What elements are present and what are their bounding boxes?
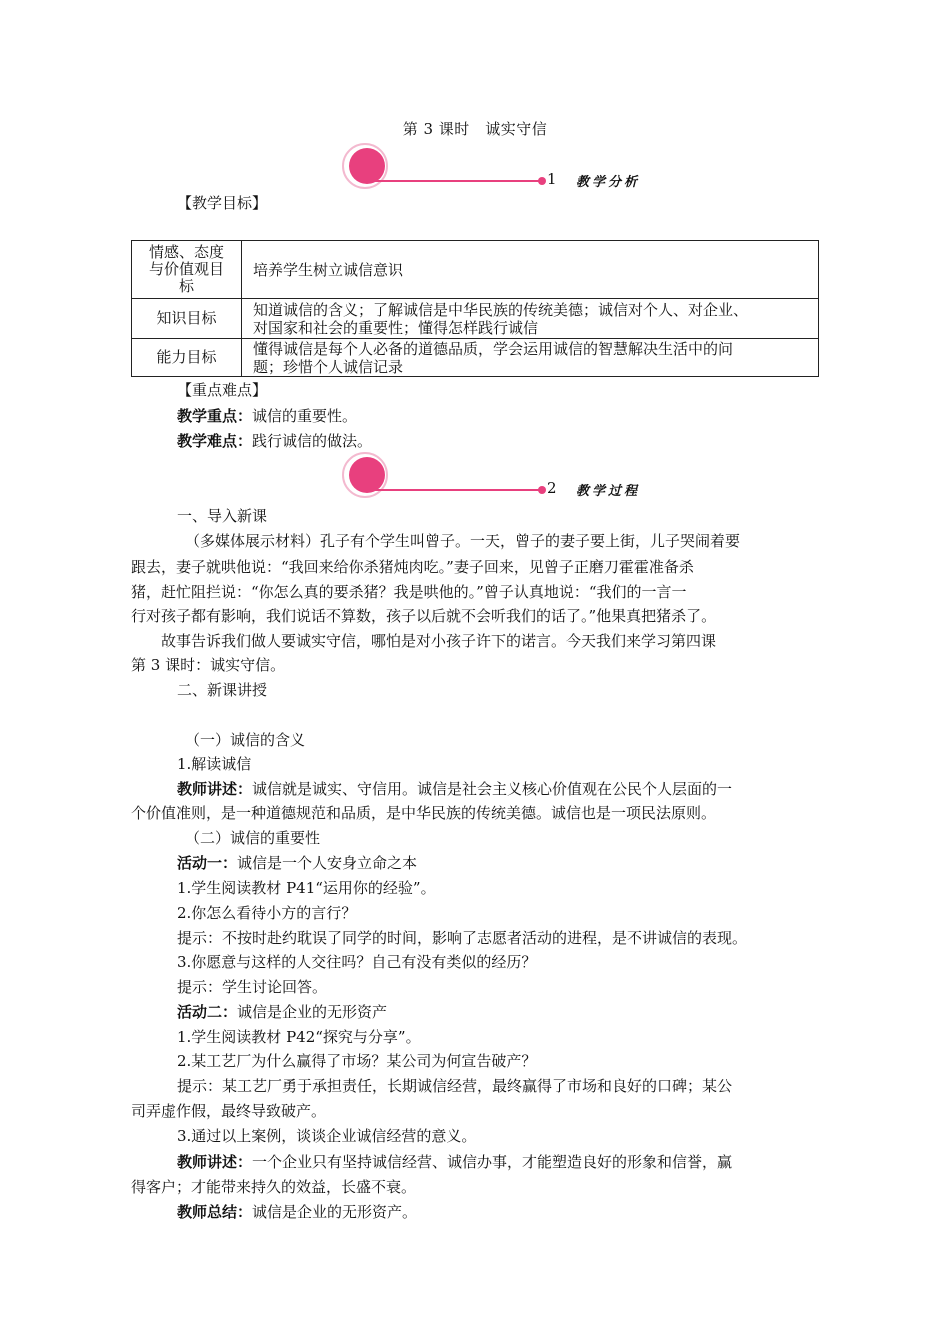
goal-name-line: 与价值观目 [148,260,224,278]
section-number: 1 [547,170,557,188]
activity-1-line: 1.学生阅读教材 P41“运用你的经验”。 [177,879,436,897]
activity-1-text: 诚信是一个人安身立命之本 [237,854,418,872]
teacher-say-label: 教师讲述： [177,1153,253,1171]
activity-2-text: 诚信是企业的无形资产 [237,1003,388,1021]
teacher-summary-text: 诚信是企业的无形资产。 [252,1203,418,1221]
intro-line: 故事告诉我们做人要诚实守信，哪怕是对小孩子许下的诺言。今天我们来学习第四课 [161,632,717,650]
section-label: 教学过程 [576,484,641,499]
new-lesson-heading: 二、新课讲授 [177,681,268,699]
teacher-say-1 [177,777,732,801]
banner-end-dot-icon [538,177,546,185]
goals-table [131,240,819,377]
intro-heading: 一、导入新课 [177,507,268,525]
difficult-point-label: 教学难点： [177,432,253,450]
key-point [177,404,357,428]
part1-heading: （一）诚信的含义 [185,731,306,749]
activity-2-line: 3.通过以上案例，谈谈企业诚信经营的意义。 [177,1127,477,1145]
goal-name-line: 能力目标 [156,348,217,366]
goals-header: 【教学目标】 [177,194,268,212]
activity-1-line: 3.你愿意与这样的人交往吗？自己有没有类似的经历？ [177,953,537,971]
section-label: 教学分析 [576,175,641,190]
teacher-say-text: 诚信就是诚实、守信用。诚信是社会主义核心价值观在公民个人层面的一 [252,780,733,798]
goal-content-line: 培养学生树立诚信意识 [253,260,404,279]
part2-heading: （二）诚信的重要性 [185,829,321,847]
difficult-point-text: 践行诚信的做法。 [252,432,373,450]
goal-content-line: 懂得诚信是每个人必备的道德品质，学会运用诚信的智慧解决生活中的问 [253,339,734,358]
activity-2-line: 司弄虚作假，最终导致破产。 [131,1102,327,1120]
banner-dot-icon [349,148,385,184]
banner-line [366,180,540,182]
goal-content [242,339,819,377]
teacher-say-2 [177,1150,732,1174]
activity-1-line: 2.你怎么看待小方的言行？ [177,904,357,922]
activity-2-label: 活动二： [177,1003,238,1021]
teacher-say-line: 得客户；才能带来持久的效益，长盛不衰。 [131,1178,417,1196]
activity-2-line: 提示：某工艺厂勇于承担责任，长期诚信经营，最终赢得了市场和良好的口碑；某公 [177,1077,733,1095]
goal-name [132,299,242,339]
teacher-say-line: 个价值准则，是一种道德规范和品质，是中华民族的传统美德。诚信也是一项民法原则。 [131,804,717,822]
goal-content-line: 对国家和社会的重要性；懂得怎样践行诚信 [253,318,539,337]
goal-row-emotion [132,241,819,299]
section-banner-process [342,452,642,498]
activity-2-line: 1.学生阅读教材 P42“探究与分享”。 [177,1028,421,1046]
goal-name [132,339,242,377]
part1-sub: 1.解读诚信 [177,755,252,773]
intro-line: （多媒体展示材料）孔子有个学生叫曾子。一天，曾子的妻子要上街，儿子哭闹着要 [185,532,741,550]
key-point-label: 教学重点： [177,407,253,425]
difficult-point [177,429,372,453]
intro-line: 跟去，妻子就哄他说：“我回来给你杀猪炖肉吃。”妻子回来，见曾子正磨刀霍霍准备杀 [131,558,694,576]
goal-name-line: 标 [178,277,194,295]
goal-content-line: 题；珍惜个人诚信记录 [253,357,404,376]
teacher-summary-label: 教师总结： [177,1203,253,1221]
goal-name-line: 知识目标 [156,309,217,327]
activity-2-line: 2.某工艺厂为什么赢得了市场？某公司为何宣告破产？ [177,1052,537,1070]
goal-name [132,241,242,299]
teacher-summary [177,1200,417,1224]
activity-1-line: 提示：学生讨论回答。 [177,978,328,996]
activity-1 [177,851,417,875]
section-number: 2 [547,479,557,497]
goal-row-ability [132,339,819,377]
goal-name-line: 情感、态度 [148,243,224,261]
page-title: 第 3 课时 诚实守信 [402,120,548,138]
banner-end-dot-icon [538,486,546,494]
key-point-text: 诚信的重要性。 [252,407,358,425]
goal-content [242,241,819,299]
teacher-say-label: 教师讲述： [177,780,253,798]
activity-2 [177,1000,387,1024]
intro-line: 第 3 课时：诚实守信。 [131,656,286,674]
activity-1-label: 活动一： [177,854,238,872]
intro-line: 猪，赶忙阻拦说：“你怎么真的要杀猪？我是哄他的。”曾子认真地说：“我们的一言一 [131,583,687,601]
goal-content-line: 知道诚信的含义；了解诚信是中华民族的传统美德；诚信对个人、对企业、 [253,300,749,319]
section-banner-analysis [342,143,642,189]
intro-line: 行对孩子都有影响，我们说话不算数，孩子以后就不会听我们的话了。”他果真把猪杀了。 [131,607,717,625]
goal-content [242,299,819,339]
banner-dot-icon [349,457,385,493]
goal-row-knowledge [132,299,819,339]
keypoints-header: 【重点难点】 [177,381,268,399]
teacher-say-text: 一个企业只有坚持诚信经营、诚信办事，才能塑造良好的形象和信誉，赢 [252,1153,733,1171]
banner-line [366,489,540,491]
activity-1-line: 提示：不按时赴约耽误了同学的时间，影响了志愿者活动的进程，是不讲诚信的表现。 [177,929,748,947]
